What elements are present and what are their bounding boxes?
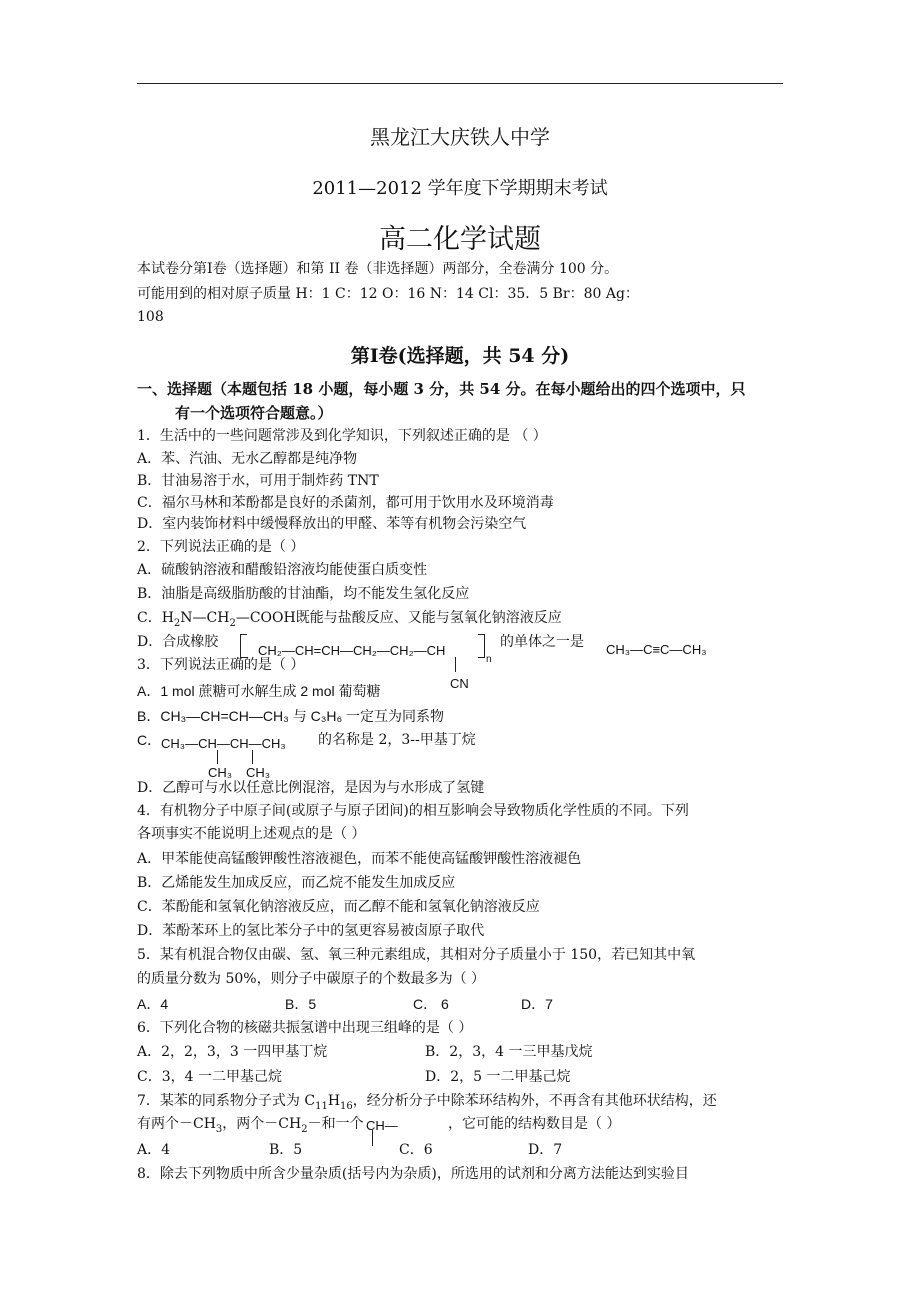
q7-stem-1: 7．某苯的同系物分子式为 $C_{11}H_{16}$，经分析分子中除苯环结构外，不再含有其他环状结构，还 (137, 1093, 717, 1112)
q7-option-a: A．4 (137, 1142, 171, 1158)
q1-option-d: D．室内装饰材料中缓慢释放出的甲醛、苯等有机物会污染空气 (137, 516, 527, 532)
q4-stem-2: 各项事实不能说明上述观点的是（ ） (137, 826, 366, 842)
q4-option-a: A．甲苯能使高锰酸钾酸性溶液褪色，而苯不能使高锰酸钾酸性溶液褪色 (137, 851, 582, 867)
q5-option-c: C． 6 (413, 996, 449, 1012)
q3-c-suffix: 的名称是 2，3--甲基丁烷 (318, 732, 476, 748)
part1-heading-1: 一、选择题（本题包括 18 小题，每小题 3 分，共 54 分。在每小题给出的四个选项中，只 (137, 380, 746, 398)
q4-stem-1: 4．有机物分子中原子间(或原子与原子团间)的相互影响会导致物质化学性质的不同。下列 (137, 803, 689, 819)
q6-option-b: B．2，3，4 一三甲基戊烷 (425, 1044, 593, 1060)
branch-bond-2 (252, 750, 253, 764)
q5-option-d: D．7 (521, 996, 553, 1012)
q7-option-c: C．6 (399, 1142, 433, 1158)
part1-heading-2: 有一个选项符合题意。） (175, 404, 333, 422)
q7-ch-group: CH— (366, 1118, 398, 1133)
intro-line-3: 108 (137, 309, 164, 325)
q2-d-monomer: CH₃—C≡C—CH₃ (606, 642, 707, 657)
q7-stem-2: 有两个$-CH_3$，两个$-CH_2-$和一个 (137, 1116, 364, 1135)
q2-d-cn-group: CN (450, 676, 469, 691)
q4-option-b: B．乙烯能发生加成反应，而乙烷不能发生加成反应 (137, 875, 456, 891)
q5-stem-2: 的质量分数为 50%，则分子中碳原子的个数最多为（ ） (137, 971, 486, 987)
q5-option-a: A．4 (137, 996, 169, 1012)
q2-d-n-subscript: n (486, 654, 492, 665)
q6-stem: 6．下列化合物的核磁共振氢谱中出现三组峰的是（ ） (137, 1020, 473, 1036)
q1-stem: 1．生活中的一些问题常涉及到化学知识，下列叙述正确的是 （ ） (137, 428, 547, 444)
q3-option-d: D．乙醇可与水以任意比例混溶，是因为与水形成了氢键 (137, 780, 485, 796)
q2-option-c: C．$H_2N—CH_2—COOH$既能与盐酸反应、又能与氢氧化钠溶液反应 (137, 610, 562, 629)
q6-option-d: D．2，5 一二甲基己烷 (425, 1069, 571, 1085)
intro-line-2: 可能用到的相对原子质量 H：1 C：12 O：16 N：14 Cl：35．5 Br：80 Ag： (137, 286, 639, 302)
q2-option-d-prefix: D．合成橡胶 (137, 634, 219, 650)
q1-option-c: C．福尔马林和苯酚都是良好的杀菌剂，都可用于饮用水及环境消毒 (137, 495, 554, 511)
cn-bond (455, 657, 456, 672)
q4-option-d: D．苯酚苯环上的氢比苯分子中的氢更容易被卤原子取代 (137, 923, 485, 939)
q3-stem: 3．下列说法正确的是（ ） (137, 657, 305, 673)
q3-c-branch-1: CH₃ (208, 765, 233, 780)
q2-d-suffix: 的单体之一是 (500, 634, 584, 650)
q6-option-c: C．3，4 一二甲基己烷 (137, 1069, 282, 1085)
q2-d-polymer-chain: CH₂—CH=CH—CH₂—CH₂—CH (258, 643, 446, 658)
q3-option-a: A．1 mol 蔗糖可水解生成 2 mol 葡萄糖 (137, 683, 381, 699)
top-rule (137, 83, 783, 84)
q4-option-c: C．苯酚能和氢氧化钠溶液反应，而乙醇不能和氢氧化钠溶液反应 (137, 899, 540, 915)
d-right-bracket (478, 634, 485, 658)
school-name: 黑龙江大庆铁人中学 (370, 125, 550, 149)
q3-c-branch-2: CH₃ (246, 765, 271, 780)
q2-option-a: A．硫酸钠溶液和醋酸铅溶液均能使蛋白质变性 (137, 562, 428, 578)
q3-option-b: B．CH₃—CH=CH—CH₃ 与 C₃H₆ 一定互为同系物 (137, 708, 445, 724)
branch-bond-1 (217, 750, 218, 764)
q1-option-b: B．甘油易溶于水，可用于制炸药 TNT (137, 473, 379, 489)
section-title: 第Ⅰ卷(选择题，共 54 分) (350, 345, 570, 367)
q7-option-d: D．7 (528, 1142, 563, 1158)
q5-stem-1: 5．某有机混合物仅由碳、氢、氧三种元素组成，其相对分子质量小于 150，若已知其中氧 (137, 947, 696, 963)
q5-option-b: B．5 (285, 996, 317, 1012)
q6-option-a: A．2，2，3，3 一四甲基丁烷 (137, 1044, 328, 1060)
q3-c-main-chain: CH₃—CH—CH—CH₃ (161, 736, 286, 751)
intro-line-1: 本试卷分第Ⅰ卷（选择题）和第 II 卷（非选择题）两部分，全卷满分 100 分。 (137, 261, 619, 277)
page-title: 高二化学试题 (379, 224, 541, 255)
q2-option-b: B．油脂是高级脂肪酸的甘油酯，均不能发生氢化反应 (137, 586, 470, 602)
q1-option-a: A．苯、汽油、无水乙醇都是纯净物 (137, 451, 358, 467)
q7-option-b: B．5 (269, 1142, 303, 1158)
exam-name: 2011—2012 学年度下学期期末考试 (312, 178, 608, 199)
q7-stem-2-suffix: ，它可能的结构数目是（ ） (448, 1116, 621, 1132)
q2-stem: 2．下列说法正确的是（ ） (137, 539, 305, 555)
q3-option-c-prefix: C． (137, 732, 162, 748)
q8-stem-1: 8．除去下列物质中所含少量杂质(括号内为杂质)，所选用的试剂和分离方法能达到实验目 (137, 1166, 689, 1182)
ch-bond (372, 1130, 373, 1146)
